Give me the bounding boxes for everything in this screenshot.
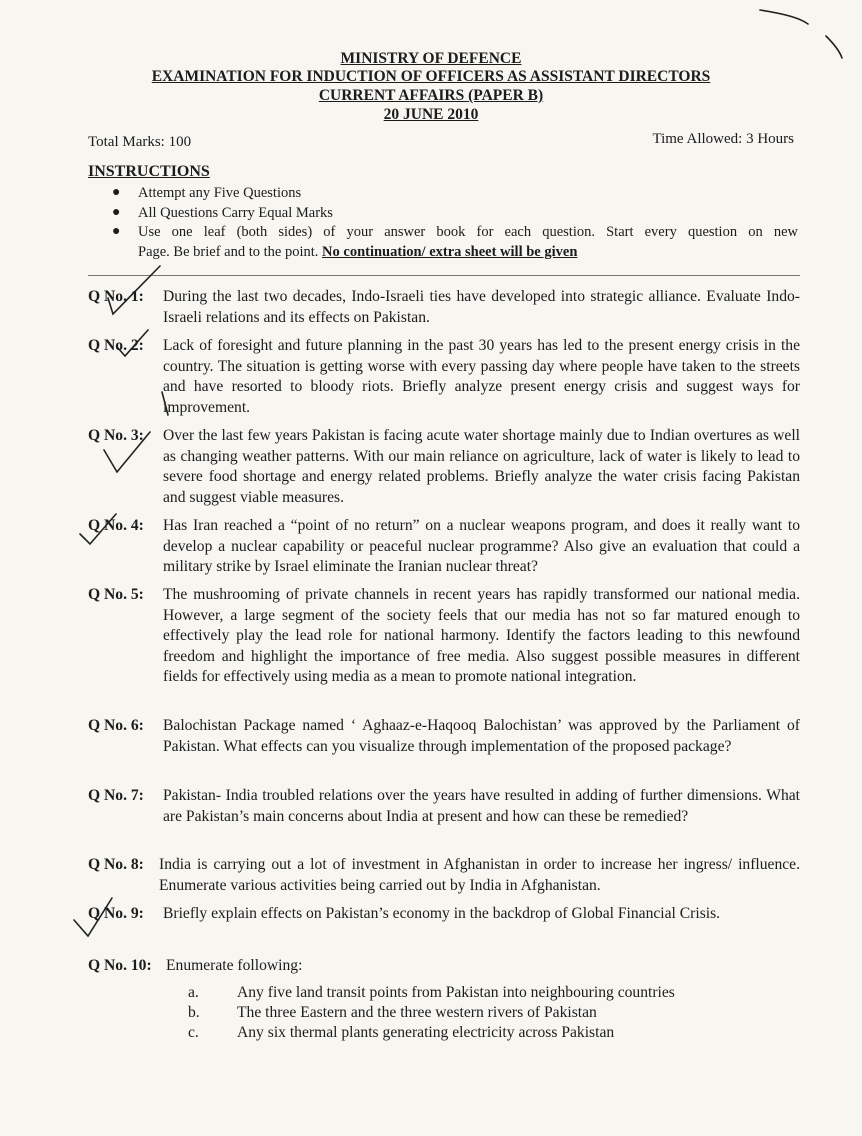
list-letter: a. xyxy=(188,984,199,1001)
question xyxy=(88,287,800,328)
question-label: Q No. 9: xyxy=(88,905,144,922)
bullet-icon: ● xyxy=(112,205,121,220)
pen-stroke-top-right xyxy=(760,10,808,24)
list-letter: c. xyxy=(188,1024,199,1041)
exam-date: 20 JUNE 2010 xyxy=(383,106,479,123)
instructions-title: INSTRUCTIONS xyxy=(88,163,210,180)
list-text: Any six thermal plants generating electricity across Pakistan xyxy=(237,1024,615,1041)
list-letter: b. xyxy=(188,1004,200,1021)
question-text: Balochistan Package named ‘ Aghaaz-e-Haqooq Balochistan’ was approved by the Parliament of Pakistan. What effects can you visualize through implementation of the proposed package? xyxy=(163,717,800,755)
list-text: The three Eastern and the three western rivers of Pakistan xyxy=(237,1004,597,1021)
question-label: Q No. 5: xyxy=(88,586,144,603)
question xyxy=(88,855,800,896)
instruction-bullet xyxy=(112,222,798,262)
instruction-bullet xyxy=(112,183,302,203)
total-marks: Total Marks: 100 xyxy=(88,134,192,150)
question-label: Q No. 7: xyxy=(88,787,144,804)
question xyxy=(88,716,800,757)
instruction-text: Page. Be brief and to the point. xyxy=(138,244,319,260)
paper-title: CURRENT AFFAIRS (PAPER B) xyxy=(318,87,544,104)
question xyxy=(88,786,800,827)
ministry-title: MINISTRY OF DEFENCE xyxy=(340,50,522,67)
bullet-icon: ● xyxy=(112,224,121,239)
instruction-text: Attempt any Five Questions xyxy=(138,185,302,201)
instruction-text: Use one leaf (both sides) of your answer book for each question. Start every question on new xyxy=(138,224,798,240)
question-label: Q No. 8: xyxy=(88,856,144,873)
question xyxy=(88,336,800,418)
exam-title: EXAMINATION FOR INDUCTION OF OFFICERS AS ASSISTANT DIRECTORS xyxy=(151,68,711,85)
question-text: The mushrooming of private channels in recent years has rapidly transformed our national media. However, a large segment of the society feels that our media has not so far matured enough to effectively play the lead role for national harmony. Identify the factors leading to this newfound freedom and highlight the importance of free media. Also suggest possible measures in different fields for effectively using media as a mean to promote national integration. xyxy=(163,586,800,685)
time-allowed: Time Allowed: 3 Hours xyxy=(652,131,794,147)
question-text: During the last two decades, Indo-Israeli ties have developed into strategic alliance. Evaluate Indo-Israeli relations and its effects on Pakistan. xyxy=(163,288,800,326)
question xyxy=(88,426,800,508)
question-label: Q No. 1: xyxy=(88,288,144,305)
question xyxy=(88,904,800,925)
list-text: Any five land transit points from Pakistan into neighbouring countries xyxy=(237,984,675,1001)
question xyxy=(88,516,800,578)
question-label: Q No. 2: xyxy=(88,337,144,354)
question-label: Q No. 10: xyxy=(88,957,152,974)
question-text: Over the last few years Pakistan is facing acute water shortage mainly due to Indian overtures as well as changing weather patterns. With our main reliance on agriculture, lack of water is likely to lead to severe food shortage and energy related problems. Briefly analyze the water crisis facing Pakistan and suggest viable measures. xyxy=(163,427,800,506)
question-text: Briefly explain effects on Pakistan’s economy in the backdrop of Global Financial Crisis. xyxy=(163,905,721,922)
question-text: Enumerate following: xyxy=(166,957,303,974)
instruction-text: All Questions Carry Equal Marks xyxy=(138,205,333,221)
question-text: Lack of foresight and future planning in the past 30 years has led to the present energy crisis in the country. The situation is getting worse with every passing day where people have taken to the streets and have resorted to bloody riots. Briefly analyze present energy crisis and suggest ways for improvement. xyxy=(163,337,800,416)
bullet-icon: ● xyxy=(112,185,121,200)
question-text: India is carrying out a lot of investment in Afghanistan in order to increase her ingress/ influence. Enumerate various activities being carried out by India in Afghanistan. xyxy=(159,856,800,894)
divider xyxy=(88,275,800,276)
question-text: Has Iran reached a “point of no return” on a nuclear weapons program, and does it really want to develop a nuclear capability or peaceful nuclear programme? Also give an evaluation that could a military strike by Israel eliminate the Iranian nuclear threat? xyxy=(163,517,800,575)
question-label: Q No. 3: xyxy=(88,427,144,444)
question-text: Pakistan- India troubled relations over the years have resulted in adding of further dimensions. What are Pakistan’s main concerns about India at present and how can these be remedied? xyxy=(163,787,800,825)
instruction-emphasis: No continuation/ extra sheet will be given xyxy=(322,244,578,260)
question xyxy=(88,956,800,977)
instruction-bullet xyxy=(112,203,333,223)
question-label: Q No. 4: xyxy=(88,517,144,534)
question xyxy=(88,585,800,688)
question-label: Q No. 6: xyxy=(88,717,144,734)
